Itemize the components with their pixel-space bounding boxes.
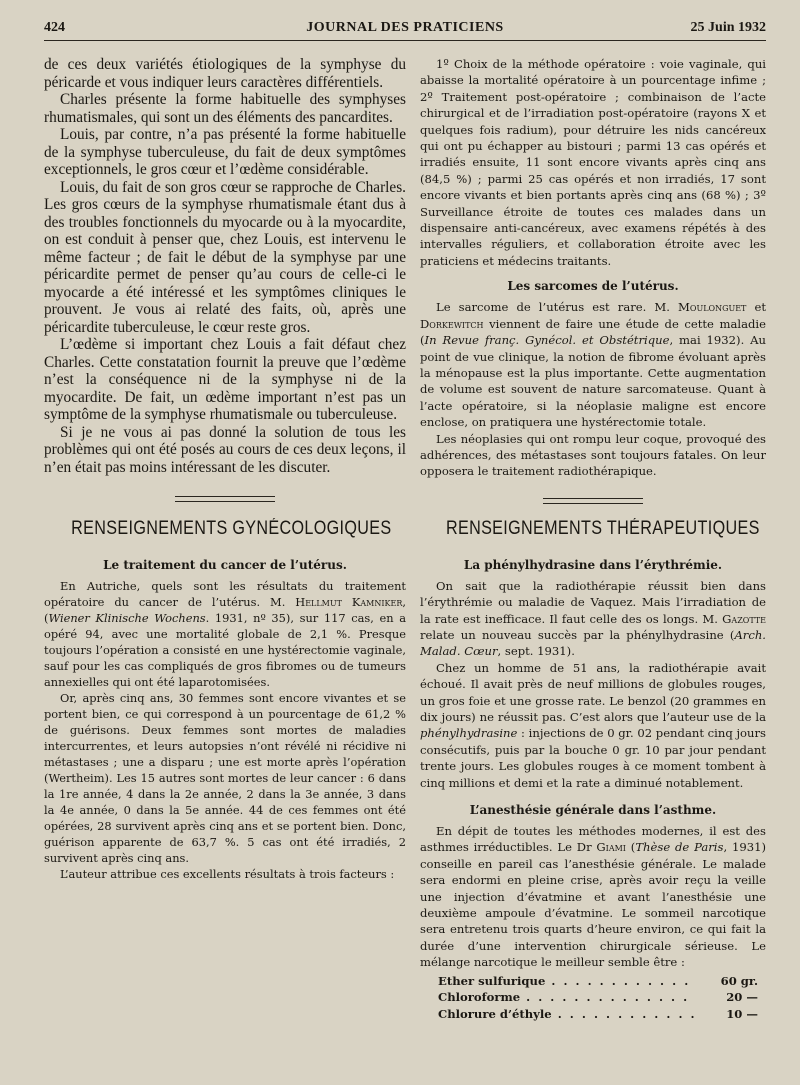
ingredient-dose: 20 — bbox=[726, 990, 758, 1005]
left-column bbox=[44, 56, 406, 1073]
mixture-table bbox=[438, 973, 758, 1022]
paragraph: Le sarcome de l’utérus est rare. M. Moulonguet et Dorkewitch viennent de faire une étude de cette maladie (In Revue franç. Gynécol. et Obstétrique, mai 1932). Au point de vue clinique, la notion de fibrome évoluant après la ménopause est la plus importante. Cette augmentation de volume est souvent de nature sarcomateuse. Quant à l’acte opératoire, si la néoplasie maligne est encore enclose, on pratiquera une hystérectomie totale. bbox=[420, 300, 766, 430]
author-name: Dorkewitch bbox=[420, 316, 484, 331]
drug-name: phénylhydrasine bbox=[420, 726, 518, 741]
paragraph: Si je ne vous ai pas donné la solution de tous les problèmes qui ont été posés au cours de ces deux leçons, il n’en était pas moins intéressant de les discuter. bbox=[44, 423, 406, 476]
page-header bbox=[44, 18, 766, 41]
journal-title: JOURNAL DES PRATICIENS bbox=[306, 20, 504, 35]
mixture-row bbox=[438, 973, 758, 989]
article-title-phenylhydrasine: La phénylhydrasine dans l’érythrémie. bbox=[463, 557, 723, 572]
mixture-row bbox=[438, 989, 758, 1005]
issue-date: 25 Juin 1932 bbox=[690, 20, 766, 35]
uterine-cancer-text bbox=[44, 578, 406, 882]
section-title-therapeutics: RENSEIGNEMENTS THÉRAPEUTIQUES bbox=[445, 517, 760, 539]
ingredient-name: Ether sulfurique . . . bbox=[438, 973, 696, 989]
ingredient-name: Chlorure d’éthyle . . . bbox=[438, 1006, 696, 1022]
paragraph: L’œdème si important chez Louis a fait défaut chez Charles. Cette constatation fournit la preuve que l’œdème n’est la conséquence ni de la symphyse ni de la myocardite. De fait, un œdème important n’est pas un symptôme de la symphyse rhumatismale ou tuberculeuse. bbox=[44, 336, 406, 423]
paragraph: Louis, par contre, n’a pas présenté la forme habituelle de la symphyse tuberculeuse, du fait de deux symptômes exceptionnels, le gros cœur et l’œdème considérable. bbox=[44, 126, 406, 178]
sarcoma-text bbox=[420, 299, 766, 479]
article-title-asthma: L’anesthésie générale dans l’asthme. bbox=[469, 803, 717, 818]
mixture-row bbox=[438, 1006, 758, 1022]
article-title-sarcoma: Les sarcomes de l’utérus. bbox=[507, 279, 679, 294]
paragraph: Chez un homme de 51 ans, la radiothérapie avait échoué. Il avait près de neuf millions de globules rouges, un gros foie et une grosse rate. Le benzol (20 grammes en dix jours) ne réussit pas. C’est alors que l’auteur use de la phénylhydrasine : injections de 0 gr. 02 pendant cinq jours consécutifs, puis par la bouche 0 gr. 10 par jour pendant trente jours. Les globules rouges à ce moment tombent à cinq millions et demi et la rate a diminué notablement. bbox=[420, 660, 766, 790]
cardiology-text bbox=[44, 56, 406, 476]
thesis-name: Thèse de Paris bbox=[635, 840, 724, 855]
journal-name: Arch. Malad. Cœur bbox=[420, 627, 766, 659]
paragraph: Louis, du fait de son gros cœur se rapproche de Charles. Les gros cœurs de la symphyse rhumatismale étant dus à des troubles fonctionnels du myocarde ou à la myocardite, on est conduit à penser que, chez Louis, est intervenu le même facteur ; de fait le début de la symphyse par une péricardite permet de penser qu’au cours de celle-ci le myocarde a été intéressé et les symptômes cliniques le prouvent. Je vous ai relaté des faits, où, après une péricardite tuberculeuse, le cœur reste gros. bbox=[44, 178, 406, 336]
asthma-text bbox=[420, 823, 766, 971]
phenylhydrasine-text bbox=[420, 578, 766, 791]
author-name: Hellmut Kamniker bbox=[295, 595, 403, 609]
paragraph: 1º Choix de la méthode opératoire : voie vaginale, qui abaisse la mortalité opératoire à un pourcentage infime ; 2º Traitement post-opératoire ; combinaison de l’acte chirurgical et de l’irradiation post-opératoire (rayons X et quelques fois radium), pour détruire les nids cancéreux qui ont pu échapper au bistouri ; parmi 13 cas opérés et irradiés ensuite, 11 sont encore vivants après cinq ans (84,5 %) ; parmi 25 cas opérés et non irradiés, 17 sont encore vivants et bien portants après cinq ans (68 %) ; 3º Surveillance étroite de toutes ces malades dans un dispensaire anti-cancéreux, avec examens répétés à des intervalles réguliers, et collaboration étroite avec les praticiens et médecins traitants. bbox=[420, 57, 766, 268]
article-title-uterine-cancer: Le traitement du cancer de l’utérus. bbox=[103, 558, 347, 572]
author-name: Giami bbox=[596, 840, 626, 855]
paragraph: Or, après cinq ans, 30 femmes sont encore vivantes et se portent bien, ce qui correspond à un pourcentage de 61,2 % de guérisons. Deux femmes sont mortes de maladies intercurrentes, et leurs autopsies n’ont révélé ni récidive ni métastases ; une a disparu ; une est morte après l’opération (Wertheim). Les 15 autres sont mortes de leur cancer : 6 dans la 1re année, 4 dans la 2e année, 2 dans la 3e année, 3 dans la 4e année, 0 dans la 5e année. 44 de ces femmes ont été opérées, 28 survivent après cinq ans et se portent bien. Donc, guérison apparente de 63,7 %. 5 cas ont été irradiés, 2 survivent après cinq ans. bbox=[44, 691, 406, 865]
section-divider bbox=[543, 498, 643, 504]
paragraph: de ces deux variétés étiologiques de la symphyse du péricarde et vous indiquer leurs caractères différentiels. bbox=[44, 56, 406, 91]
journal-name: Wiener Klinische Wochens bbox=[48, 611, 206, 625]
page-number: 424 bbox=[44, 20, 65, 35]
paragraph: En Autriche, quels sont les résultats du traitement opératoire du cancer de l’utérus. M. Hellmut Kamniker, (Wiener Klinische Wochens. 1931, nº 35), sur 117 cas, en a opéré 94, avec une mortalité globale de 2,1 %. Presque toujours l’opération a consisté en une hystérectomie vaginale, sauf pour les cas compliqués de gros fibromes ou de tumeurs annexielles qui ont été laparotomisées. bbox=[44, 579, 406, 689]
section-title-gynecology: RENSEIGNEMENTS GYNÉCOLOGIQUES bbox=[71, 518, 392, 539]
factors-text bbox=[420, 56, 766, 269]
paragraph: En dépit de toutes les méthodes modernes, il est des asthmes irréductibles. Le Dr Giami (Thèse de Paris, 1931) conseille en pareil cas l’anesthésie générale. Le malade sera endormi en pleine crise, après avoir reçu la veille une injection d’évatmine et avant l’anesthésie une deuxième ampoule d’évatmine. Le sommeil narcotique sera entretenu trois quarts d’heure environ, ce qui fait la durée d’une intervention chirurgicale sérieuse. Le mélange narcotique le meilleur semble être : bbox=[420, 824, 766, 970]
paragraph: On sait que la radiothérapie réussit bien dans l’érythrémie ou maladie de Vaquez. Mais l’irradiation de la rate est inefficace. Il faut celle des os longs. M. Gazotte relate un nouveau succès par la phénylhydrasine (Arch. Malad. Cœur, sept. 1931). bbox=[420, 578, 766, 659]
ingredient-name: Chloroforme . . . bbox=[438, 989, 696, 1005]
author-name: Gazotte bbox=[722, 611, 766, 626]
section-divider bbox=[175, 496, 275, 502]
author-name: Moulonguet bbox=[678, 300, 747, 315]
journal-name: In Revue franç. Gynécol. et Obstétrique bbox=[424, 333, 670, 348]
paragraph: L’auteur attribue ces excellents résultats à trois facteurs : bbox=[60, 867, 395, 881]
paragraph: Les néoplasies qui ont rompu leur coque, provoqué des adhérences, des métastases sont toujours fatales. On leur opposera le traitement radiothérapique. bbox=[420, 431, 766, 479]
right-column bbox=[420, 56, 766, 1073]
ingredient-dose: 10 — bbox=[726, 1006, 758, 1021]
paragraph: Charles présente la forme habituelle des symphyses rhumatismales, qui sont un des éléments des pancardites. bbox=[44, 91, 406, 126]
ingredient-dose: 60 gr. bbox=[720, 973, 758, 988]
